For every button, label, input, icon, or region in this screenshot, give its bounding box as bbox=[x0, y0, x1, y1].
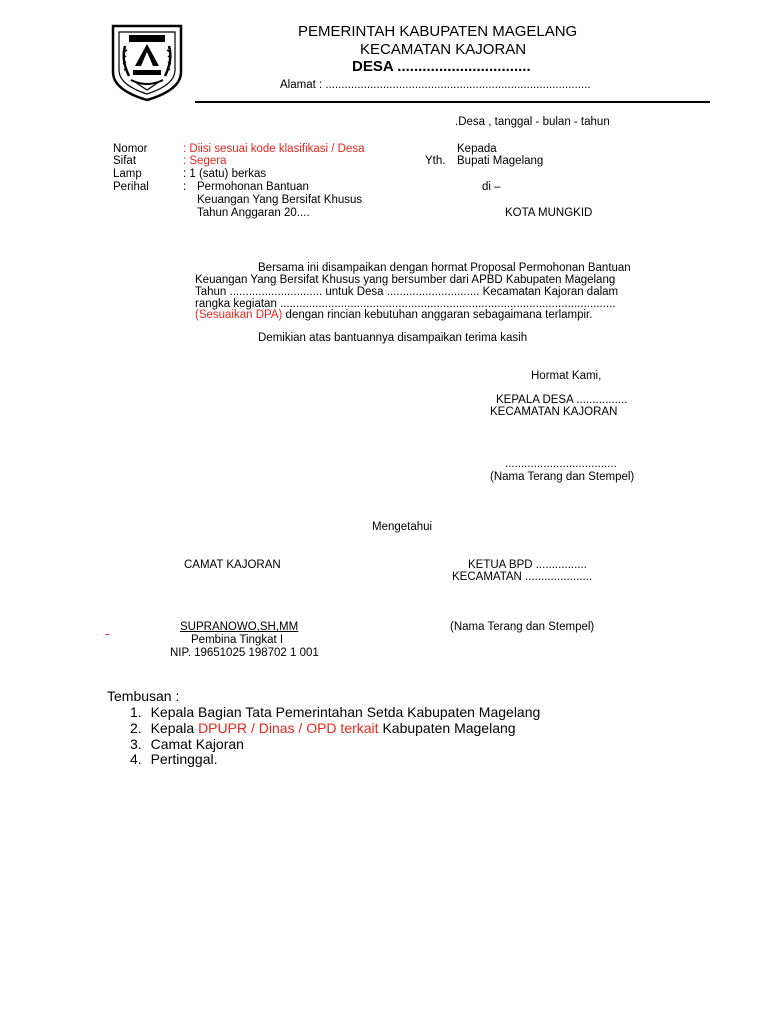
header-address: Alamat : ................................................................................... bbox=[280, 79, 591, 91]
cc-item-num: 4. bbox=[130, 751, 142, 767]
body-line-3: Tahun ............................. untuk Desa ............................. Kecamatan Kajoran dalam bbox=[195, 286, 619, 298]
greeting: Hormat Kami, bbox=[531, 370, 602, 382]
signature-line: ................................... bbox=[505, 458, 617, 470]
perihal-line-2: Keuangan Yang Bersifat Khusus bbox=[197, 194, 363, 206]
perihal-colon: : bbox=[183, 181, 187, 193]
camat-title: CAMAT KAJORAN bbox=[184, 559, 281, 571]
camat-nip: NIP. 19651025 198702 1 001 bbox=[170, 647, 319, 659]
nomor-value: : Diisi sesuai kode klasifikasi / Desa bbox=[183, 143, 365, 155]
perihal-line-3: Tahun Anggaran 20.... bbox=[197, 207, 310, 219]
bpd-title-2: KECAMATAN ..................... bbox=[452, 571, 593, 583]
cc-item-text: Pertinggal. bbox=[150, 751, 218, 767]
cc-item-red: DPUPR / Dinas / OPD terkait bbox=[198, 720, 379, 736]
cc-item-text: Kepala Bagian Tata Pemerintahan Setda Kabupaten Magelang bbox=[150, 704, 541, 720]
cc-item-num: 3. bbox=[130, 736, 142, 752]
bpd-name-note: (Nama Terang dan Stempel) bbox=[450, 621, 595, 633]
dpa-note: (Sesuaikan DPA) bbox=[195, 309, 283, 321]
cc-item-4 bbox=[130, 751, 218, 767]
cc-item-3 bbox=[130, 736, 244, 752]
signature-name-note: (Nama Terang dan Stempel) bbox=[490, 471, 635, 483]
date-line: .Desa , tanggal - bulan - tahun bbox=[455, 116, 610, 128]
cc-item-num: 1. bbox=[130, 704, 142, 720]
body-line-1: Bersama ini disampaikan dengan hormat Proposal Permohonan Bantuan bbox=[258, 262, 631, 274]
sifat-label: Sifat bbox=[113, 155, 137, 167]
cc-item-1 bbox=[130, 704, 540, 720]
perihal-label: Perihal bbox=[113, 181, 149, 193]
body-line-2: Keuangan Yang Bersifat Khusus yang bersumber dari APBD Kabupaten Magelang bbox=[195, 274, 616, 286]
regency-emblem-logo bbox=[107, 22, 187, 102]
nomor-label: Nomor bbox=[113, 143, 148, 155]
cc-item-text bbox=[151, 720, 516, 736]
header-divider bbox=[195, 101, 710, 103]
recipient-kepada: Kepada bbox=[457, 143, 497, 155]
red-dash: - bbox=[105, 625, 110, 641]
signer-title-1: KEPALA DESA ................ bbox=[496, 394, 628, 406]
signer-title-2: KECAMATAN KAJORAN bbox=[490, 406, 618, 418]
header-government: PEMERINTAH KABUPATEN MAGELANG bbox=[298, 23, 578, 40]
body-line-5-rest: dengan rincian kebutuhan anggaran sebagaimana terlampir. bbox=[282, 309, 593, 321]
cc-item-pre: Kepala bbox=[150, 720, 199, 736]
header-district: KECAMATAN KAJORAN bbox=[360, 41, 527, 58]
cc-item-2 bbox=[130, 720, 516, 736]
lamp-label: Lamp bbox=[113, 168, 142, 180]
cc-item-text: Camat Kajoran bbox=[150, 736, 244, 752]
acknowledge-label: Mengetahui bbox=[372, 521, 433, 533]
body-line-4: rangka kegiatan ......................................................................................................... bbox=[195, 298, 616, 310]
cc-label: Tembusan : bbox=[107, 688, 180, 704]
recipient-name: Bupati Magelang bbox=[457, 155, 544, 167]
lamp-value: : 1 (satu) berkas bbox=[183, 168, 267, 180]
perihal-line-1: Permohonan Bantuan bbox=[197, 181, 309, 193]
recipient-di: di – bbox=[482, 181, 501, 193]
camat-rank: Pembina Tingkat I bbox=[191, 634, 284, 646]
camat-name: SUPRANOWO,SH,MM bbox=[180, 621, 299, 633]
closing-line: Demikian atas bantuannya disampaikan terima kasih bbox=[258, 332, 528, 344]
recipient-place: KOTA MUNGKID bbox=[505, 207, 593, 219]
bpd-title-1: KETUA BPD ................ bbox=[468, 559, 587, 571]
header-village: DESA ................................ bbox=[352, 58, 531, 75]
body-line-5 bbox=[195, 309, 592, 321]
recipient-yth: Yth. bbox=[425, 155, 446, 167]
cc-item-num: 2. bbox=[130, 720, 142, 736]
sifat-value: : Segera bbox=[183, 155, 227, 167]
cc-item-post: Kabupaten Magelang bbox=[378, 720, 516, 736]
